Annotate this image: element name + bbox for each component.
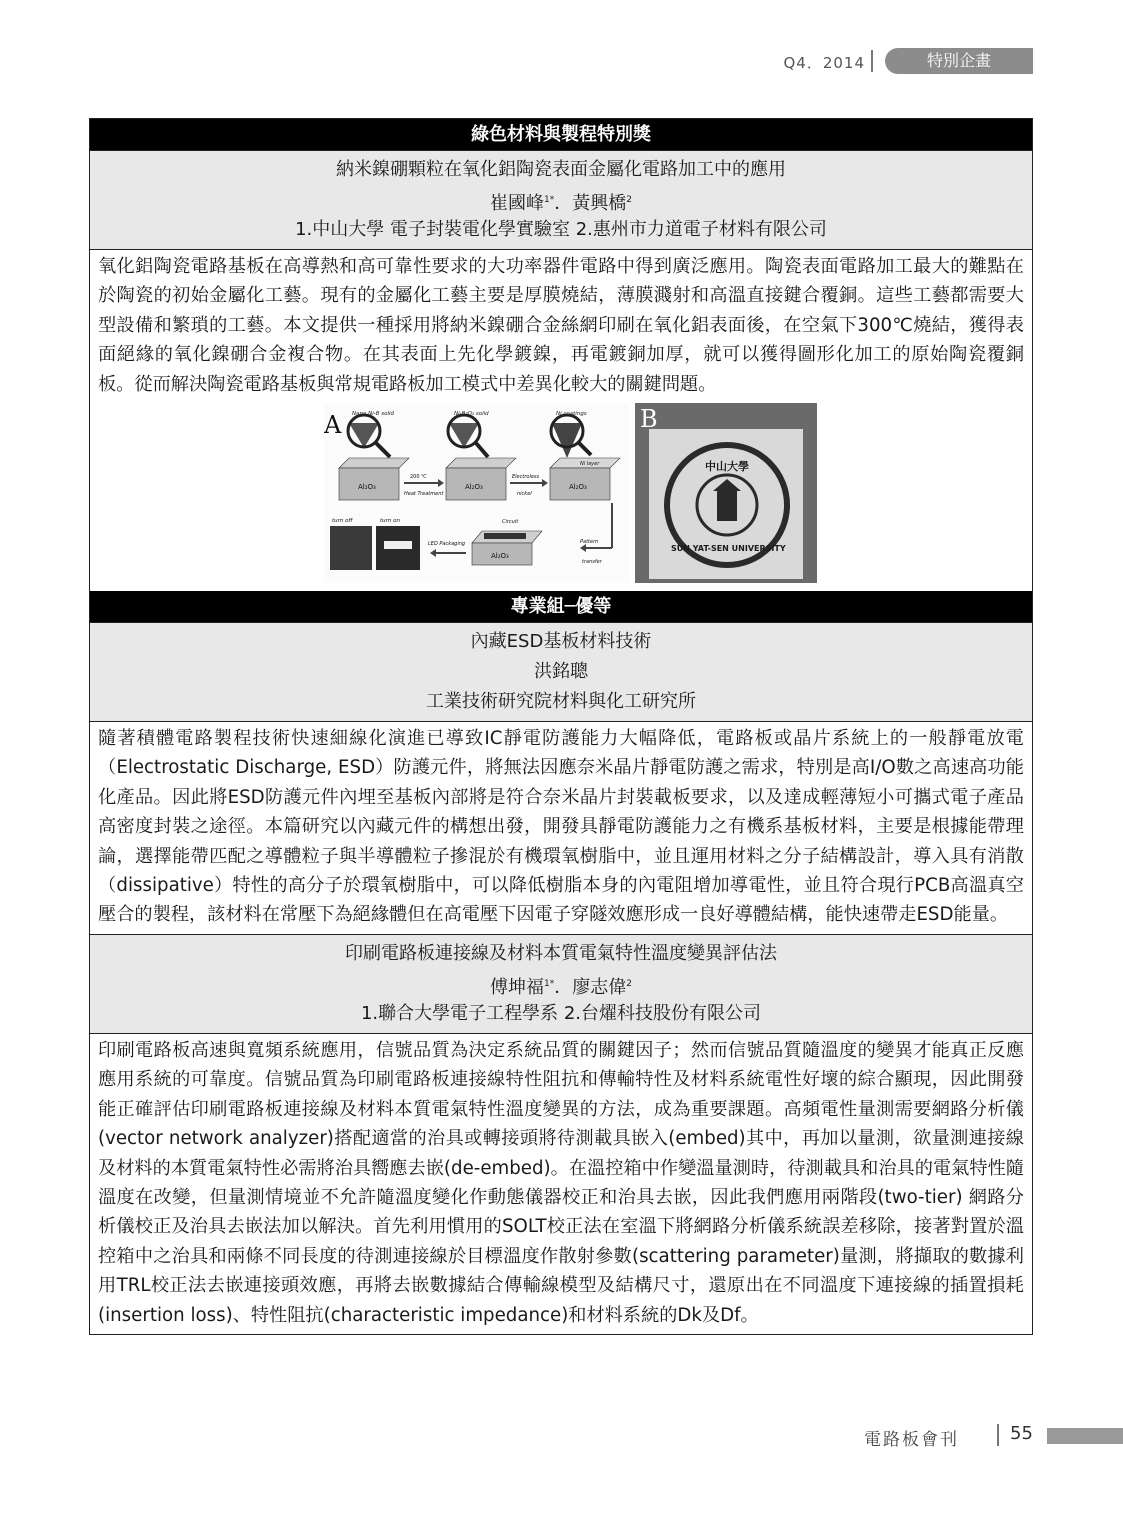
step2-substrate-label: Al₂O₃	[465, 483, 483, 492]
header-issue: Q4．2014	[783, 54, 865, 72]
author: 廖志偉	[572, 976, 627, 998]
step1-label: Nano Ni-B solid	[352, 411, 395, 418]
seal-english-name: SUN YAT-SEN UNIVERSITY	[671, 544, 786, 554]
led-glow	[384, 541, 412, 549]
transfer-label: transfer	[582, 559, 602, 566]
arrow1-top: 200 ℃	[410, 474, 427, 481]
header-separator	[871, 50, 873, 72]
abstract-text: 印刷電路板高速與寬頻系統應用，信號品質為決定系統品質的關鍵因子；然而信號品質隨溫度的變異才能真正反應應用系統的可靠度。信號品質為印刷電路板連接線特性阻抗和傳輸特性及材料系統電性好壞的綜合顯現，因此開發能正確評估印刷電路板連接線及材料本質電氣特性溫度變異的方法，成為重要課題。高頻電性量測需要網路分析儀(vector network analyzer)搭配適當的治具或轉接頭將待測載具嵌入(embed)其中，再加以量測，欲量測連接線及材料的本質電氣特性必需將治具嚮應去嵌(de-embed)。在溫控箱中作變溫量測時，待測載具和治具的電氣特性隨溫度在改變，但量測情境並不允許隨溫度變化作動態儀器校正和治具去嵌，因此我們應用兩階段(two-tier) 網路分析儀校正及治具去嵌法加以解決。首先利用慣用的SOLT校正法在室溫下將網路分析儀系統誤差移除，接著對置於溫控箱中之治具和兩條不同長度的待測連接線於目標溫度作散射參數(scattering parameter)量測，將擷取的數據利用TRL校正法去嵌連接頭效應，再將去嵌數據結合傳輸線模型及結構尺寸，還原出在不同溫度下連接線的插置損耗(insertion loss)、特性阻抗(characteristic impedance)和材料系統的Dk及Df。	[98, 1039, 1024, 1326]
arrow1-bottom: Heat Treatment	[404, 491, 444, 498]
footer-journal-title: 電路板會刊	[864, 1430, 959, 1450]
author: 崔國峰	[490, 193, 545, 214]
panel-b-label: B	[640, 405, 658, 434]
left-arrow-head	[430, 549, 436, 557]
circuit-trace	[484, 533, 526, 539]
paper2-meta	[90, 934, 1032, 1033]
author: 洪銘聰	[534, 661, 588, 683]
section2-heading: 專業組─優等	[90, 591, 1032, 622]
step3-substrate-label: Al₂O₃	[569, 483, 587, 492]
author-mark: 2	[626, 195, 632, 205]
turn-on-label: turn on	[380, 518, 400, 525]
author-separator: ．	[554, 976, 573, 998]
arrow2-top: Electroless	[512, 474, 540, 481]
authors	[90, 185, 1032, 215]
circuit-substrate-label: Al₂O₃	[491, 552, 509, 561]
author-mark: 1*	[544, 978, 555, 989]
author-mark: 2	[626, 978, 632, 989]
author-mark: 1*	[544, 195, 555, 205]
paper-title: 內藏ESD基板材料技術	[470, 631, 652, 653]
footer-bar	[1047, 1428, 1123, 1444]
step1-substrate-top	[339, 458, 409, 468]
seal-chinese-name: 中山大學	[705, 460, 749, 474]
affiliation: 1.中山大學 電子封裝電化學實驗室 2.惠州市力道電子材料有限公司	[295, 219, 827, 240]
paper-title: 印刷電路板連接線及材料本質電氣特性溫度變異評估法	[345, 942, 777, 964]
led-packaging-label: LED Packaging	[428, 541, 466, 548]
step3-label: Ni coatings	[556, 411, 587, 418]
pattern-label: Pattern	[580, 539, 599, 546]
section-tag: 特別企畫	[885, 48, 1033, 74]
circuit-label: Circuit	[502, 519, 519, 526]
process-diagram	[324, 403, 629, 583]
step1-magnifier-handle	[376, 443, 390, 457]
arrow2-head	[542, 479, 548, 487]
ni-layer-label: Ni layer	[580, 461, 600, 468]
section1-heading: 綠色材料與製程特別獎	[90, 119, 1032, 150]
authors	[90, 969, 1032, 999]
section1-abstract	[90, 249, 1032, 591]
paper1-meta	[90, 622, 1032, 721]
author-separator: ．	[554, 193, 573, 214]
paper1-abstract	[90, 721, 1032, 934]
abstract-text: 氧化鋁陶瓷電路基板在高導熱和高可靠性要求的大功率器件電路中得到廣泛應用。陶瓷表面電路加工最大的難點在於陶瓷的初始金屬化工藝。現有的金屬化工藝主要是厚膜燒結，薄膜濺射和高溫直接鍵合覆銅。這些工藝都需要大型設備和繁瑣的工藝。本文提供一種採用將納米鎳硼合金絲網印刷在氧化鋁表面後，在空氣下300℃燒結，獲得表面絕緣的氧化鎳硼合金複合物。在其表面上先化學鍍鎳，再電鍍銅加厚，就可以獲得圖形化加工的原始陶瓷覆銅板。從而解決陶瓷電路基板與常規電路板加工模式中差異化較大的關鍵問題。	[98, 256, 1024, 395]
figure	[98, 403, 1024, 587]
turn-off-label: turn off	[332, 518, 353, 525]
section1-meta	[90, 150, 1032, 249]
footer-separator	[997, 1424, 999, 1446]
step2-magnifier-handle	[476, 443, 488, 457]
step1-substrate-label: Al₂O₃	[358, 483, 376, 492]
paper-title: 納米鎳硼顆粒在氧化鋁陶瓷表面金屬化電路加工中的應用	[336, 159, 786, 180]
step2-substrate-top	[446, 458, 516, 468]
step3-cone	[552, 423, 582, 458]
step3-magnifier-handle	[579, 443, 591, 455]
university-seal-photo	[635, 403, 817, 583]
affiliation: 1.聯合大學電子工程學系 2.台燿科技股份有限公司	[360, 1002, 762, 1024]
paper2-abstract	[90, 1033, 1032, 1334]
panel-a-label: A	[324, 411, 342, 440]
seal-emblem-tower	[717, 491, 737, 521]
arrow1-head	[438, 479, 444, 487]
step2-label: Ni-B₂O₃ solid	[454, 411, 489, 418]
author: 黃興橋	[572, 193, 627, 214]
arrow2-bottom: nickel	[517, 491, 532, 498]
led-photo-off	[330, 526, 372, 570]
award-table	[89, 118, 1033, 1335]
down-arrow-head	[580, 544, 586, 552]
affiliation: 工業技術研究院材料與化工研究所	[426, 691, 696, 713]
page-number: 55	[1010, 1423, 1033, 1444]
abstract-text: 隨著積體電路製程技術快速細線化演進已導致IC靜電防護能力大幅降低，電路板或晶片系統上的一般靜電放電（Electrostatic Discharge, ESD）防護元件，將無法因應奈米晶片靜電防護之需求，特別是高I/O數之高速高功能化產品。因此將ESD防護元件內埋至基板內部將是符合奈米晶片封裝載板要求，以及達成輕薄短小可攜式電子產品高密度封裝之途徑。本篇研究以內藏元件的構想出發，開發具靜電防護能力之有機系基板材料，主要是根據能帶理論，選擇能帶匹配之導體粒子與半導體粒子摻混於有機環氧樹脂中，並且運用材料之分子結構設計，導入具有消散（dissipative）特性的高分子於環氧樹脂中，可以降低樹脂本身的內電阻增加導電性，並且符合現行PCB高溫真空壓合的製程，該材料在常壓下為絕緣體但在高電壓下因電子穿隧效應形成一良好導體結構，能快速帶走ESD能量。	[98, 728, 1024, 926]
author: 傅坤福	[490, 976, 545, 998]
